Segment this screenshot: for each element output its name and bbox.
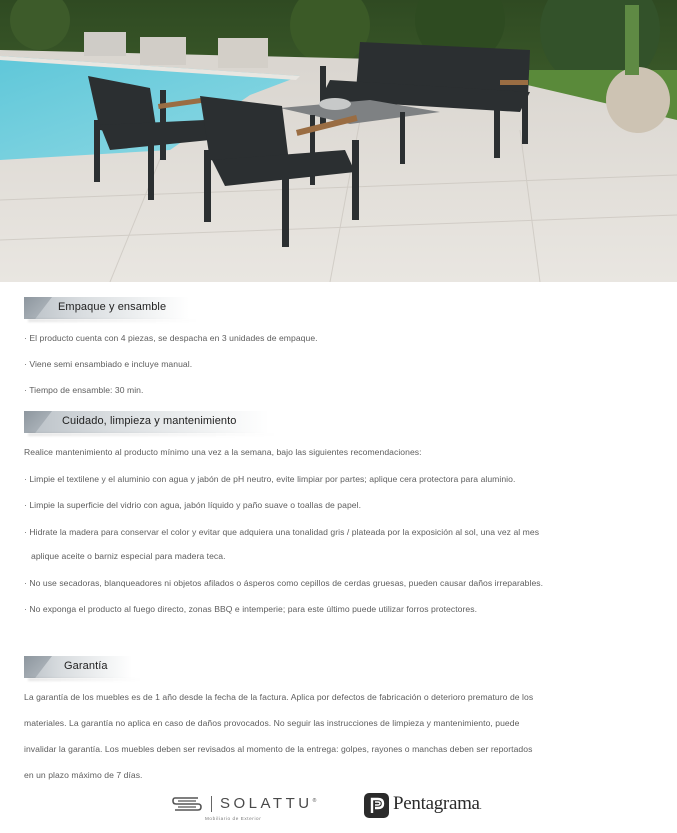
section-title: Garantía [64,660,108,672]
paragraph-line: La garantía de los muebles es de 1 año desde la fecha de la factura. Aplica por defectos de fabricación o deterioro prematuro de los [24,692,534,702]
section-header-garantia [24,656,139,680]
solattu-tagline: Mobiliario de Exterior [205,816,262,821]
pentagrama-name: Pentagrama [393,793,480,814]
registered-mark: ® [312,798,317,804]
list-item: · Tiempo de ensamble: 30 min. [24,385,144,395]
list-item: · Viene semi ensambiado e incluye manual. [24,359,193,369]
section-header-empaque [24,297,194,321]
solattu-name: SOLATTU [220,795,313,812]
pentagrama-logo-icon [364,793,389,818]
pentagrama-dot: . [479,802,482,811]
paragraph-line: materiales. La garantía no aplica en caso de daños provocados. No seguir las instrucciones de limpieza y mantenimiento, puede [24,718,520,728]
list-item-continuation: aplique aceite o barniz especial para madera teca. [31,551,226,561]
list-item: · No exponga el producto al fuego directo, zonas BBQ e intemperie; para este último puede utilizar forros protectores. [24,604,478,614]
list-item: · Limpie la superficie del vidrio con agua, jabón líquido y paño suave o toallas de papel. [24,500,362,510]
paragraph-line: en un plazo máximo de 7 días. [24,770,143,780]
list-item: · El producto cuenta con 4 piezas, se despacha en 3 unidades de empaque. [24,333,318,343]
footer-logos [0,788,677,833]
intro-text: Realice mantenimiento al producto mínimo una vez a la semana, bajo las siguientes recomendaciones: [24,447,422,457]
paragraph-line: invalidar la garantía. Los muebles deben ser revisados al momento de la entrega: golpes, rayones o manchas deben ser reportados [24,744,533,754]
solattu-logo-icon [172,794,202,814]
pentagrama-logo-text [393,793,481,815]
list-item: · Hidrate la madera para conservar el color y evitar que adquiera una tonalidad gris / plateada por la exposición al sol, una vez al mes [24,527,540,537]
logo-divider [211,796,212,812]
list-item: · Limpie el textilene y el aluminio con agua y jabón de pH neutro, evite limpiar por partes; aplique cera protectora para aluminio. [24,474,516,484]
list-item: · No use secadoras, blanqueadores ni objetos afilados o ásperos como cepillos de cerdas gruesas, pueden causar daños irreparables. [24,578,544,588]
solattu-logo-text [220,795,316,812]
product-photo [0,0,677,282]
section-title: Cuidado, limpieza y mantenimiento [62,415,237,427]
section-title: Empaque y ensamble [58,301,167,313]
section-header-cuidado [24,411,274,435]
